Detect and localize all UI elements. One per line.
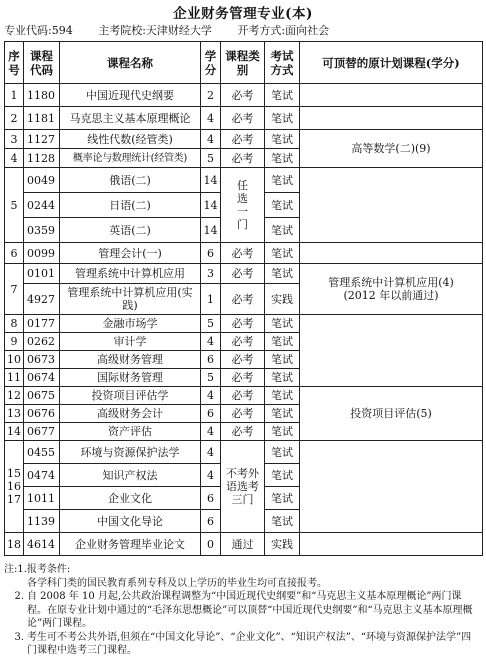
category-cell: 必考 [221,387,265,405]
exam-cell: 笔试 [265,387,300,405]
note-number: 1. [17,564,27,575]
course-name-cell: 投资项目评估学 [60,387,201,405]
substitute-investment: 投资项目评估(5) [300,387,483,441]
exam-cell: 笔试 [265,107,300,130]
code-cell: 4927 [24,284,60,315]
exam-cell: 笔试 [265,243,300,264]
note-number [4,577,27,591]
substitute-math: 高等数学(二)(9) [300,130,483,168]
table-row [5,243,483,264]
credit-cell: 4 [201,441,221,464]
major-meta [4,22,482,38]
credit-cell: 4 [201,107,221,130]
category-cell: 通过 [221,533,265,556]
code-cell: 0049 [24,168,60,193]
category-cell: 必考 [221,84,265,107]
exam-cell: 笔试 [265,487,300,510]
category-cell: 必考 [221,284,265,315]
credit-cell: 4 [201,130,221,149]
exam-cell: 实践 [265,284,300,315]
seq-cell: 10 [5,351,24,369]
course-name-cell: 管理系统中计算机应用 [60,264,201,284]
seq-cell: 7 [5,264,24,315]
seq-line: 15 [7,467,21,480]
code-cell: 1181 [24,107,60,130]
seq-cell: 14 [5,423,24,441]
credit-cell: 14 [201,193,221,218]
category-no-foreign-three [221,441,265,533]
table-row [5,264,483,284]
credit-cell: 1 [201,284,221,315]
note-number: 2. [14,591,24,602]
credit-cell: 5 [201,149,221,168]
elective-line: 一 [237,205,248,218]
course-name-cell: 俄语(二) [60,168,201,193]
seq-cell: 8 [5,315,24,333]
page-title: 企业财务管理专业(本) [173,6,313,22]
credit-cell: 3 [201,264,221,284]
table-row [5,107,483,130]
code-cell: 1180 [24,84,60,107]
credit-cell: 5 [201,369,221,387]
credit-cell: 14 [201,168,221,193]
course-name-cell: 高级财务管理 [60,351,201,369]
substitute-computer [300,264,483,315]
table-row [5,533,483,556]
exam-cell: 笔试 [265,423,300,441]
code-cell: 0359 [24,218,60,243]
code-cell: 0674 [24,369,60,387]
credit-cell: 6 [201,243,221,264]
substitute-cell [300,84,483,107]
course-plan-table [4,41,483,556]
substitute-cell [300,315,483,387]
elective-line: 选 [237,192,248,205]
notes-section [4,563,480,658]
course-name-cell: 中国文化导论 [60,510,201,533]
credit-cell: 4 [201,333,221,351]
code-cell: 0455 [24,441,60,464]
notes-label: 注: [4,564,18,575]
exam-cell: 笔试 [265,333,300,351]
course-name-cell: 高级财务会计 [60,405,201,423]
exam-cell: 笔试 [265,351,300,369]
exam-cell: 笔试 [265,149,300,168]
code-cell: 0673 [24,351,60,369]
substitute-computer-line2: (2012 年以前通过) [343,289,439,302]
code-cell: 1139 [24,510,60,533]
credit-cell: 4 [201,464,221,487]
seq-cell: 12 [5,387,24,405]
exam-cell: 笔试 [265,193,300,218]
seq-cell: 4 [5,149,24,168]
header-seq: 序号 [5,42,24,84]
code-cell: 1011 [24,487,60,510]
exam-cell: 笔试 [265,218,300,243]
exam-cell: 笔试 [265,315,300,333]
category-cell: 必考 [221,423,265,441]
course-name-cell: 马克思主义基本原理概论 [60,107,201,130]
course-name-cell: 审计学 [60,333,201,351]
header-course-name: 课程名称 [60,42,201,84]
course-name-cell: 日语(二) [60,193,201,218]
code-cell: 1128 [24,149,60,168]
header-category: 课程类别 [221,42,265,84]
course-name-cell: 国际财务管理 [60,369,201,387]
seq-cell: 18 [5,533,24,556]
exam-cell: 笔试 [265,84,300,107]
exam-cell: 笔试 [265,510,300,533]
noforeign-line: 不考外 [226,467,259,480]
category-cell: 必考 [221,315,265,333]
substitute-cell [300,441,483,533]
table-header-row [5,42,483,84]
credit-cell: 5 [201,315,221,333]
category-cell: 必考 [221,333,265,351]
elective-line: 门 [237,218,248,231]
category-cell: 必考 [221,130,265,149]
code-cell: 0474 [24,464,60,487]
category-cell: 必考 [221,243,265,264]
seq-line: 17 [7,493,21,506]
substitute-cell [300,107,483,130]
table-row [5,168,483,193]
credit-cell: 14 [201,218,221,243]
course-name-cell: 资产评估 [60,423,201,441]
substitute-computer-line1: 管理系统中计算机应用(4) [328,276,454,289]
seq-cell: 1 [5,84,24,107]
credit-cell: 2 [201,84,221,107]
note-text: 各学科门类的国民教育系列专科及以上学历的毕业生均可直接报考。 [27,577,327,589]
major-code: 专业代码:594 [4,24,73,37]
header-exam-mode: 考试方式 [265,42,300,84]
category-cell: 必考 [221,351,265,369]
credit-cell: 4 [201,423,221,441]
exam-cell: 笔试 [265,405,300,423]
seq-line: 16 [7,480,21,493]
note-text: 考生可不考公共外语,但须在“中国文化导论”、“企业文化”、“知识产权法”、“环境与资源保护法学”四门课程中选考三门课程。 [27,631,472,656]
code-cell: 0099 [24,243,60,264]
code-cell: 0676 [24,405,60,423]
seq-cell: 11 [5,369,24,387]
note-text: 报考条件: [26,564,71,575]
noforeign-line: 三门 [231,493,254,506]
credit-cell: 6 [201,487,221,510]
seq-cell: 6 [5,243,24,264]
course-name-cell: 线性代数(经管类) [60,130,201,149]
code-cell: 0677 [24,423,60,441]
category-cell: 必考 [221,107,265,130]
seq-cell: 13 [5,405,24,423]
elective-line: 任 [237,179,248,192]
exam-cell: 笔试 [265,441,300,464]
note-number: 3. [14,631,24,643]
substitute-cell [300,243,483,264]
category-cell: 必考 [221,369,265,387]
code-cell: 0262 [24,333,60,351]
course-name-cell: 英语(二) [60,218,201,243]
category-cell: 必考 [221,149,265,168]
header-substitute: 可顶替的原计划课程(学分) [300,42,483,84]
exam-cell: 笔试 [265,369,300,387]
credit-cell: 0 [201,533,221,556]
code-cell: 0675 [24,387,60,405]
table-row [5,387,483,405]
course-name-cell: 环境与资源保护法学 [60,441,201,464]
table-row [5,130,483,149]
seq-cell-15-17 [5,441,24,533]
exam-cell: 笔试 [265,464,300,487]
category-cell: 必考 [221,405,265,423]
noforeign-line: 语选考 [226,480,259,493]
credit-cell: 6 [201,510,221,533]
exam-school: 主考院校:天津财经大学 [98,24,212,37]
category-cell: 必考 [221,264,265,284]
code-cell: 1127 [24,130,60,149]
exam-cell: 笔试 [265,130,300,149]
credit-cell: 6 [201,405,221,423]
exam-cell: 笔试 [265,264,300,284]
code-cell: 0177 [24,315,60,333]
table-row [5,441,483,464]
credit-cell: 4 [201,387,221,405]
code-cell: 0244 [24,193,60,218]
course-name-cell: 金融市场学 [60,315,201,333]
header-credit: 学分 [201,42,221,84]
substitute-cell [300,533,483,556]
credit-cell: 6 [201,351,221,369]
course-name-cell: 中国近现代史纲要 [60,84,201,107]
course-name-cell: 企业文化 [60,487,201,510]
course-name-cell: 管理会计(一) [60,243,201,264]
course-name-cell: 知识产权法 [60,464,201,487]
table-row [5,84,483,107]
exam-cell: 笔试 [265,168,300,193]
seq-cell: 5 [5,168,24,243]
seq-cell: 3 [5,130,24,149]
course-name-cell: 管理系统中计算机应用(实践) [60,284,201,315]
course-name-cell: 企业财务管理毕业论文 [60,533,201,556]
exam-mode-info: 开考方式:面向社会 [237,24,330,37]
category-elective-one [221,168,265,243]
seq-cell: 2 [5,107,24,130]
seq-cell: 9 [5,333,24,351]
substitute-cell [300,168,483,243]
note-text: 自 2008 年 10 月起,公共政治课程调整为“中国近现代史纲要”和“马克思主义基本原理概论”两门课程。在原专业计划中通过的“毛泽东思想概论”可以顶替“中国近现代史纲要”和“马克思主义基本原理概论”两门课程。 [27,591,473,629]
code-cell: 4614 [24,533,60,556]
exam-cell: 实践 [265,533,300,556]
code-cell: 0101 [24,264,60,284]
header-course-code: 课程代码 [24,42,60,84]
course-name-cell: 概率论与数理统计(经管类) [60,149,201,168]
table-row [5,315,483,333]
